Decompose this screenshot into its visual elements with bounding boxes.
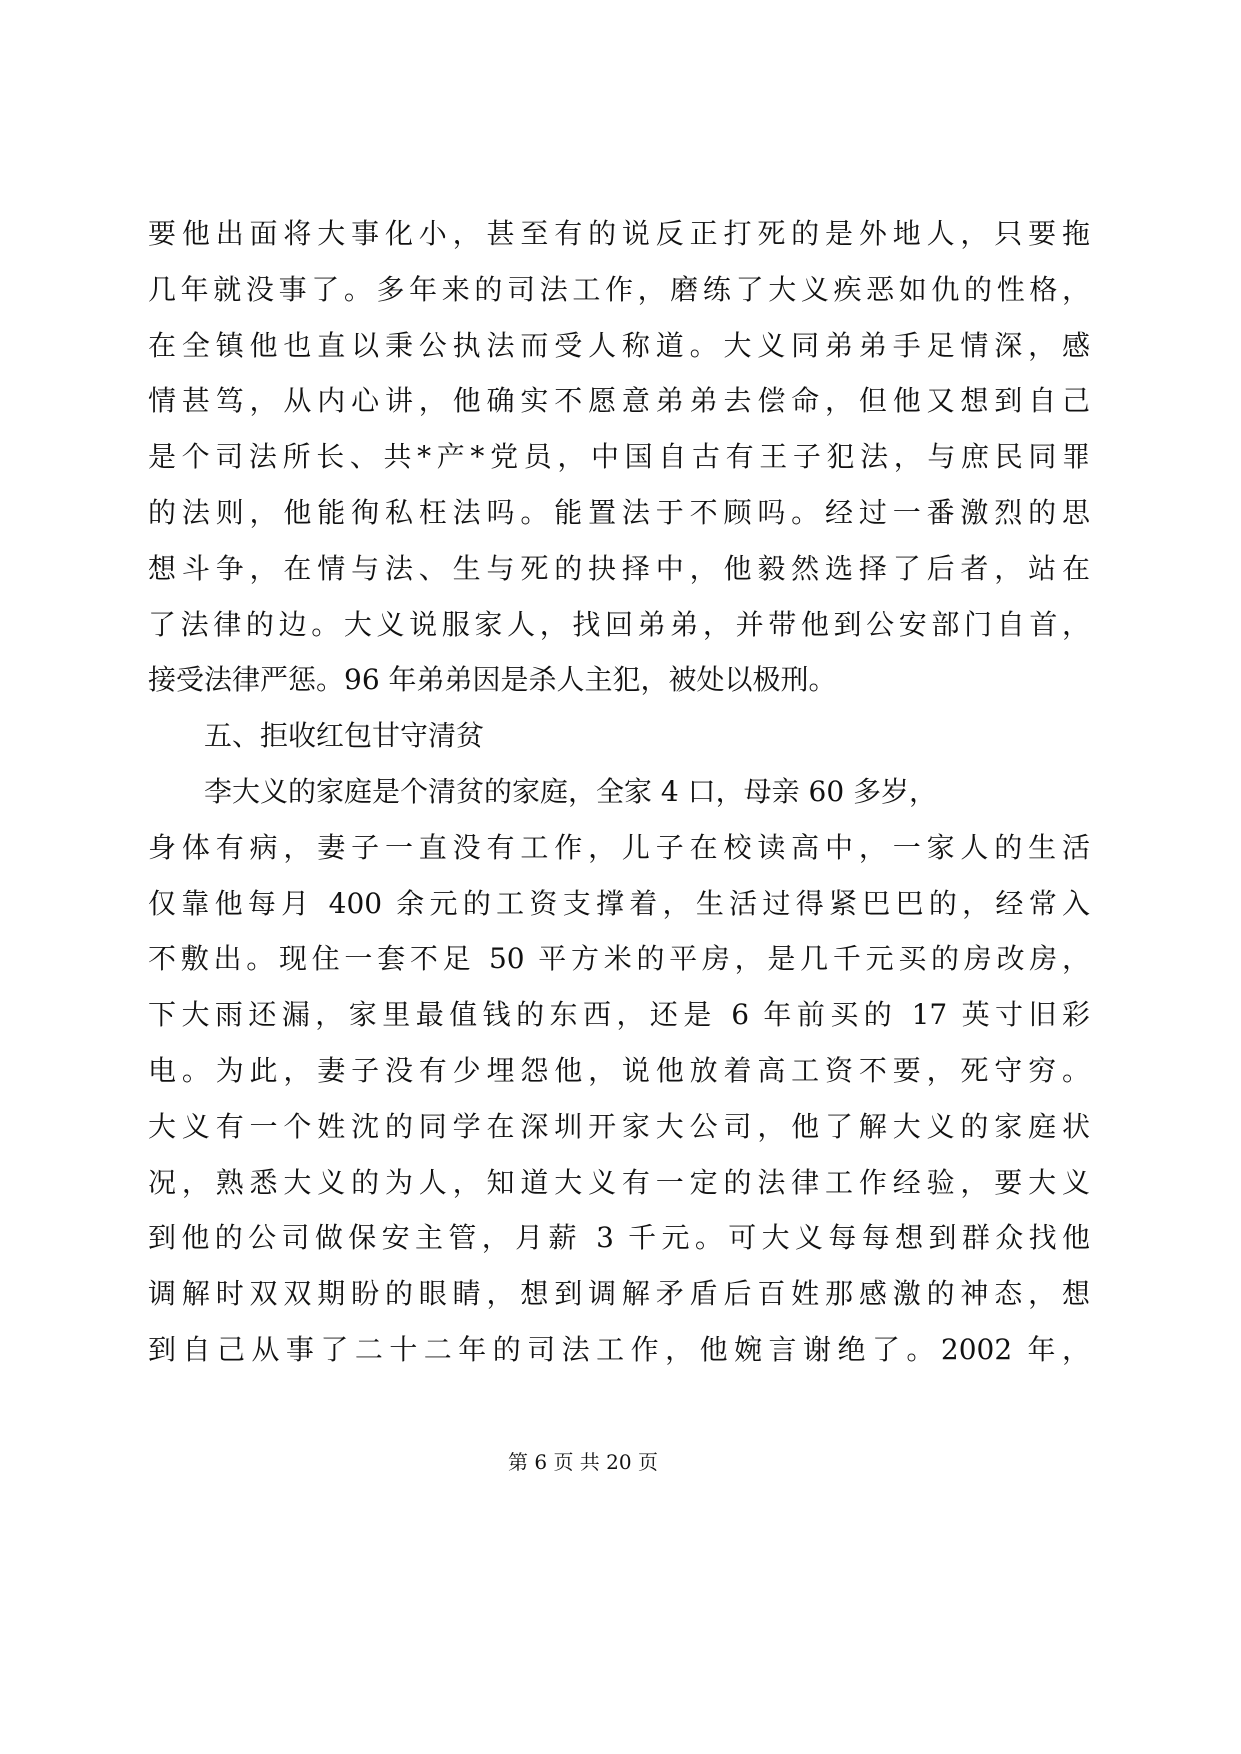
paragraph-line: 况，熟悉大义的为人，知道大义有一定的法律工作经验，要大义 (148, 1165, 1090, 1199)
paragraph-line: 情甚笃，从内心讲，他确实不愿意弟弟去偿命，但他又想到自己 (148, 384, 1090, 418)
paragraph-line: 调解时双双期盼的眼睛，想到调解矛盾后百姓那感激的神态，想 (148, 1277, 1090, 1311)
paragraph-line: 大义有一个姓沈的同学在深圳开家大公司，他了解大义的家庭状 (148, 1109, 1090, 1143)
paragraph-line: 了法律的边。大义说服家人，找回弟弟，并带他到公安部门自首， (148, 607, 1090, 641)
page-footer: 第 6 页 共 20 页 (508, 1450, 658, 1474)
paragraph-line: 仅靠他每月 400 余元的工资支撑着，生活过得紧巴巴的，经常入 (148, 886, 1090, 920)
document-body (148, 206, 1090, 1378)
paragraph-line: 电。为此，妻子没有少埋怨他，说他放着高工资不要，死守穷。 (148, 1053, 1090, 1087)
paragraph-line: 李大义的家庭是个清贫的家庭，全家 4 口，母亲 60 多岁， (204, 774, 938, 808)
paragraph-line: 到自己从事了二十二年的司法工作，他婉言谢绝了。2002 年， (148, 1332, 1090, 1366)
paragraph-line: 不敷出。现住一套不足 50 平方米的平房，是几千元买的房改房， (148, 942, 1090, 976)
paragraph-line: 想斗争，在情与法、生与死的抉择中，他毅然选择了后者，站在 (148, 551, 1090, 585)
paragraph-line: 在全镇他也直以秉公执法而受人称道。大义同弟弟手足情深，感 (148, 328, 1090, 362)
paragraph-line: 是个司法所长、共*产*党员，中国自古有王子犯法，与庶民同罪 (148, 440, 1090, 474)
paragraph-line: 几年就没事了。多年来的司法工作，磨练了大义疾恶如仇的性格， (148, 272, 1090, 306)
paragraph-line: 接受法律严惩。96 年弟弟因是杀人主犯，被处以极刑。 (148, 663, 837, 697)
paragraph-line: 的法则，他能徇私枉法吗。能置法于不顾吗。经过一番激烈的思 (148, 495, 1090, 529)
paragraph-line: 到他的公司做保安主管，月薪 3 千元。可大义每每想到群众找他 (148, 1221, 1090, 1255)
paragraph-line: 下大雨还漏，家里最值钱的东西，还是 6 年前买的 17 英寸旧彩 (148, 998, 1090, 1032)
paragraph-line: 身体有病，妻子一直没有工作，儿子在校读高中，一家人的生活 (148, 830, 1090, 864)
paragraph-line: 要他出面将大事化小，甚至有的说反正打死的是外地人，只要拖 (148, 217, 1090, 250)
section-heading: 五、拒收红包甘守清贫 (204, 719, 485, 753)
